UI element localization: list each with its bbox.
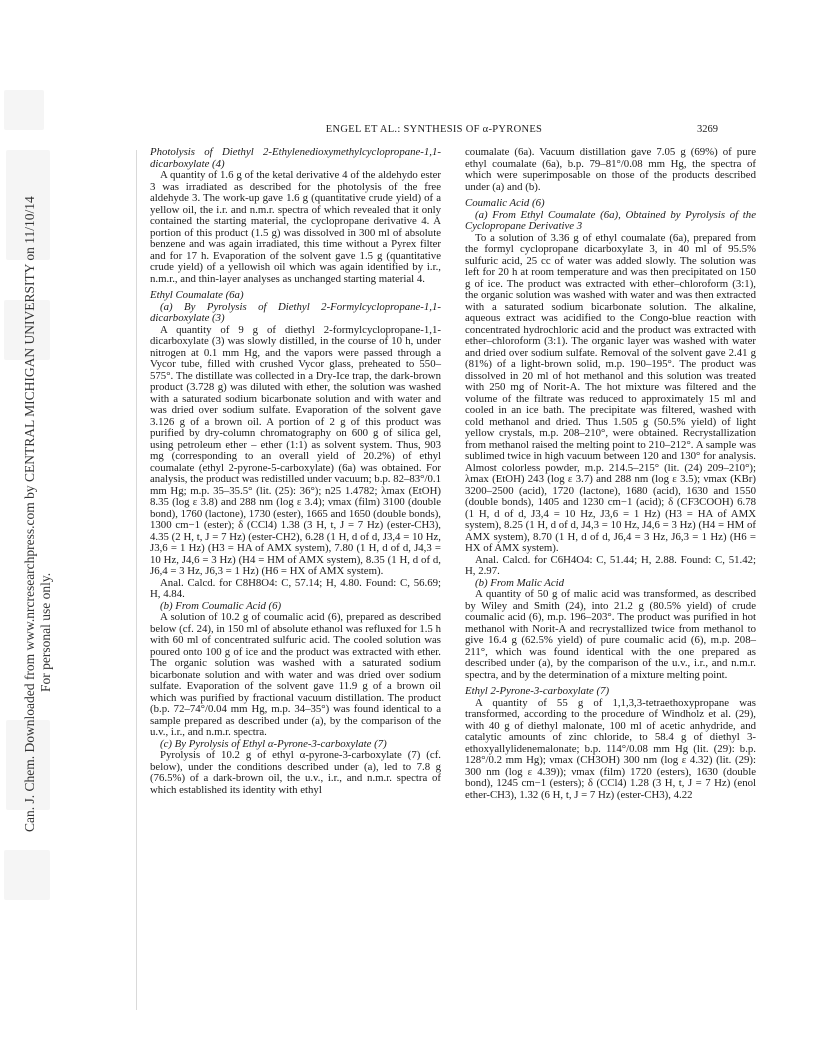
right-column [465,147,756,801]
watermark-line-2: For personal use only. [38,572,53,692]
paragraph: A quantity of 55 g of 1,1,3,3-tetraethoxypropane was transformed, according to the procedure of Windholz et al. (29), with 40 g of diethyl malonate, 100 ml of acetic anhydride, and catalytic amounts of zinc chloride, to 58.4 g of diethyl 3-ethoxyallylidenemalonate; b.p. 114°/0.08 mm Hg (lit. (29): b.p. 128°/0.2 mm Hg); νmax (CH3OH) 300 nm (log ε 4.32) (lit. (29): 300 nm (log ε 4.39)); νmax (film) 1720 (esters), 1630 (double bond), 1245 cm−1 (esters); δ (CCl4) 1.28 (3 H, t, J = 7 Hz) (enol ether-CH3), 1.32 (6 H, t, J = 7 Hz) (ester-CH3), 4.22 [465,696,756,801]
subsection-heading: (a) From Ethyl Coumalate (6a), Obtained by Pyrolysis of the Cyclopropane Derivative 3 [465,208,756,232]
subsection-heading: (b) From Malic Acid [475,576,565,589]
watermark-blur [4,90,44,130]
left-column [150,147,441,796]
analysis-line: Anal. Calcd. for C6H4O4: C, 51.44; H, 2.88. Found: C, 51.42; H, 2.97. [465,553,756,577]
section-heading: Coumalic Acid (6) [465,197,545,209]
analysis-line: Anal. Calcd. for C8H8O4: C, 57.14; H, 4.80. Found: C, 56.69; H, 4.84. [150,576,441,600]
watermark-blur [4,850,50,900]
download-watermark [0,0,70,1052]
watermark-line-1: Can. J. Chem. Downloaded from www.nrcresearchpress.com by CENTRAL MICHIGAN UNIVERSITY on 11/10/14 [22,196,37,832]
subsection-heading: (c) By Pyrolysis of Ethyl α-Pyrone-3-carboxylate (7) [160,737,387,750]
subsection-heading: (b) From Coumalic Acid (6) [160,599,282,612]
paragraph: A quantity of 1.6 g of the ketal derivative 4 of the aldehydo ester 3 was irradiated as described for the photolysis of the free aldehyde 3. The work-up gave 1.6 g (quantitative crude yield) of a yellow oil, the i.r. and n.m.r. spectra of which revealed that it only contained the starting material, the cyclopropane derivative 4. A portion of this product (1.5 g) was dissolved in 300 ml of absolute benzene and was again irradiated, this time without a Pyrex filter and for 17 h. Evaporation of the solvent gave 1.5 g (quantitative crude yield) of a yellowish oil which was again identified by i.r., n.m.r., and thin-layer analyses as unchanged starting material 4. [150,169,441,285]
running-header [150,124,718,140]
paragraph: coumalate (6a). Vacuum distillation gave 7.05 g (69%) of pure ethyl coumalate (6a), b.p. 79–81°/0.08 mm Hg, the spectra of which were superimposable on those of the products described under (a) and (b). [465,146,756,193]
paragraph: To a solution of 3.36 g of ethyl coumalate (6a), prepared from the formyl cyclopropane dicarboxylate 3, in 40 ml of 95.5% sulfuric acid, 25 cc of water was added slowly. The solution was left for 20 h at room temperature and was then precipitated on 150 g of ice. The product was extracted with ether–chloroform (3:1), the organic solution was washed with water and was then extracted with a saturated sodium bicarbonate solution. The alkaline, aqueous extract was acidified to the Congo-blue reaction with concentrated hydrochloric acid and the product was extracted with ether–chloroform (3:1). The organic layer was washed with water and dried over sodium sulfate. Removal of the solvent gave 2.41 g (81%) of a light-brown solid, m.p. 190–195°. The product was dissolved in 20 ml of hot methanol and this solution was treated with 250 mg of Norit-A. The hot mixture was filtered and the volume of the filtrate was reduced to approximately 15 ml and cooled in an ice bath. The precipitate was filtered, washed with cold methanol and dried. Thus 1.505 g (50.5% yield) of light yellow crystals, m.p. 208–210°, were obtained. Recrystallization from methanol raised the melting point to 210–212°. A sample was sublimed twice in high vacuum between 120 and 130° for analysis. Almost colorless powder, m.p. 214.5–215° (lit. (24) 209–210°); λmax (EtOH) 243 (log ε 3.7) and 288 nm (log ε 3.5); νmax (KBr) 3200–2500 (acid), 1720 (lactone), 1680 (acid), 1630 and 1550 (double bonds), 1405 and 1230 cm−1 (acid); δ (CF3COOH) 6.78 (1 H, d of d, J3,4 = 10 Hz, J3,6 = 1 Hz) (H3 = HA of AMX system), 8.25 (1 H, d of d, J4,3 = 10 Hz, J4,6 = 3 Hz) (H4 = HM of AMX system), 8.70 (1 H, d of d, J6,4 = 3 Hz, J6,3 = 1 Hz) (H6 = HX of AMX system). [465,231,756,554]
section-heading: Photolysis of Diethyl 2-Ethylenedioxymethylcyclopropane-1,1-dicarboxylate (4) [150,146,441,170]
margin-rule [136,150,137,1010]
section-heading: Ethyl 2-Pyrone-3-carboxylate (7) [465,685,610,697]
subsection-heading: (a) By Pyrolysis of Diethyl 2-Formylcyclopropane-1,1-dicarboxylate (3) [150,300,441,324]
paragraph: A quantity of 9 g of diethyl 2-formylcyclopropane-1,1-dicarboxylate (3) was slowly distilled, in the course of 10 h, under nitrogen at 0.1 mm Hg, and the vapors were passed through a Vycor tube, filled with crushed Vycor glass, preheated to 550–575°. The distillate was collected in a Dry-Ice trap, the dark-brown product (3.728 g) was diluted with ether, the solution was washed with a saturated sodium bicarbonate solution and with water and was dried over sodium sulfate. Evaporation of the solvent gave 3.126 g of a brown oil. A portion of 2 g of this product was purified by dry-column chromatography on 600 g of silica gel, using petroleum ether – ether (1:1) as solvent system. Thus, 903 mg (corresponding to an overall yield of 20.2%) of ethyl coumalate (ethyl 2-pyrone-5-carboxylate) (6a) was obtained. For analysis, the product was redistilled under vacuum; b.p. 82–83°/0.1 mm Hg; m.p. 35–35.5° (lit. (25): 36°); n25 1.4782; λmax (EtOH) 8.35 (log ε 3.8) and 288 nm (log ε 3.4); νmax (film) 3100 (double bond), 1760 (lactone), 1730 (ester), 1665 and 1650 (double bonds), 1300 cm−1 (ester); δ (CCl4) 1.38 (3 H, t, J = 7 Hz) (ester-CH3), 4.35 (2 H, t, J = 7 Hz) (ester-CH2), 6.28 (1 H, d of d, J3,4 = 10 Hz, J3,6 = 1 Hz) (H3 = HA of AMX system), 7.80 (1 H, d of d, J4,3 = 10 Hz, J4,6 = 3 Hz) (H4 = HM of AMX system), 8.35 (1 H, d of d, J6,4 = 3 Hz, J6,3 = 1 Hz) (H6 = HX of AMX system). [150,323,441,577]
running-title: ENGEL ET AL.: SYNTHESIS OF α-PYRONES [325,124,543,135]
paragraph: A solution of 10.2 g of coumalic acid (6), prepared as described below (cf. 24), in 150 ml of absolute ethanol was refluxed for 1.5 h with 60 ml of concentrated sulfuric acid. The cooled solution was poured onto 100 g of ice and the product was extracted with ether. The organic solution was washed with a saturated sodium bicarbonate solution and with water and was dried over sodium sulfate. Evaporation of the solvent gave 11.9 g of a brown oil which was purified by fractional vacuum distillation. The product (b.p. 72–74°/0.04 mm Hg, m.p. 34–35°) was found identical to a sample prepared as described under (a), by the comparison of the u.v., i.r., and n.m.r. spectra. [150,611,441,738]
section-heading: Ethyl Coumalate (6a) [150,289,244,301]
paragraph: A quantity of 50 g of malic acid was transformed, as described by Wiley and Smith (24), into 21.2 g (80.5% yield) of crude coumalic acid (6), m.p. 196–203°. The product was purified in hot methanol with Norit-A and recrystallized twice from methanol to give 16.4 g (62.5% yield) of pure coumalic acid (6), m.p. 208–211°, which was found identical with the one prepared as described under (a), by the comparison of the u.v., i.r., and n.m.r. spectra, and by the determination of a mixture melting point. [465,588,756,681]
page-number: 3269 [697,124,718,135]
watermark-text [22,196,54,832]
paragraph: Pyrolysis of 10.2 g of ethyl α-pyrone-3-carboxylate (7) (cf. below), under the conditions described under (a), led to 7.8 g (76.5%) of a dark-brown oil, the u.v., i.r., and n.m.r. spectra of which established its identity with ethyl [150,749,441,796]
